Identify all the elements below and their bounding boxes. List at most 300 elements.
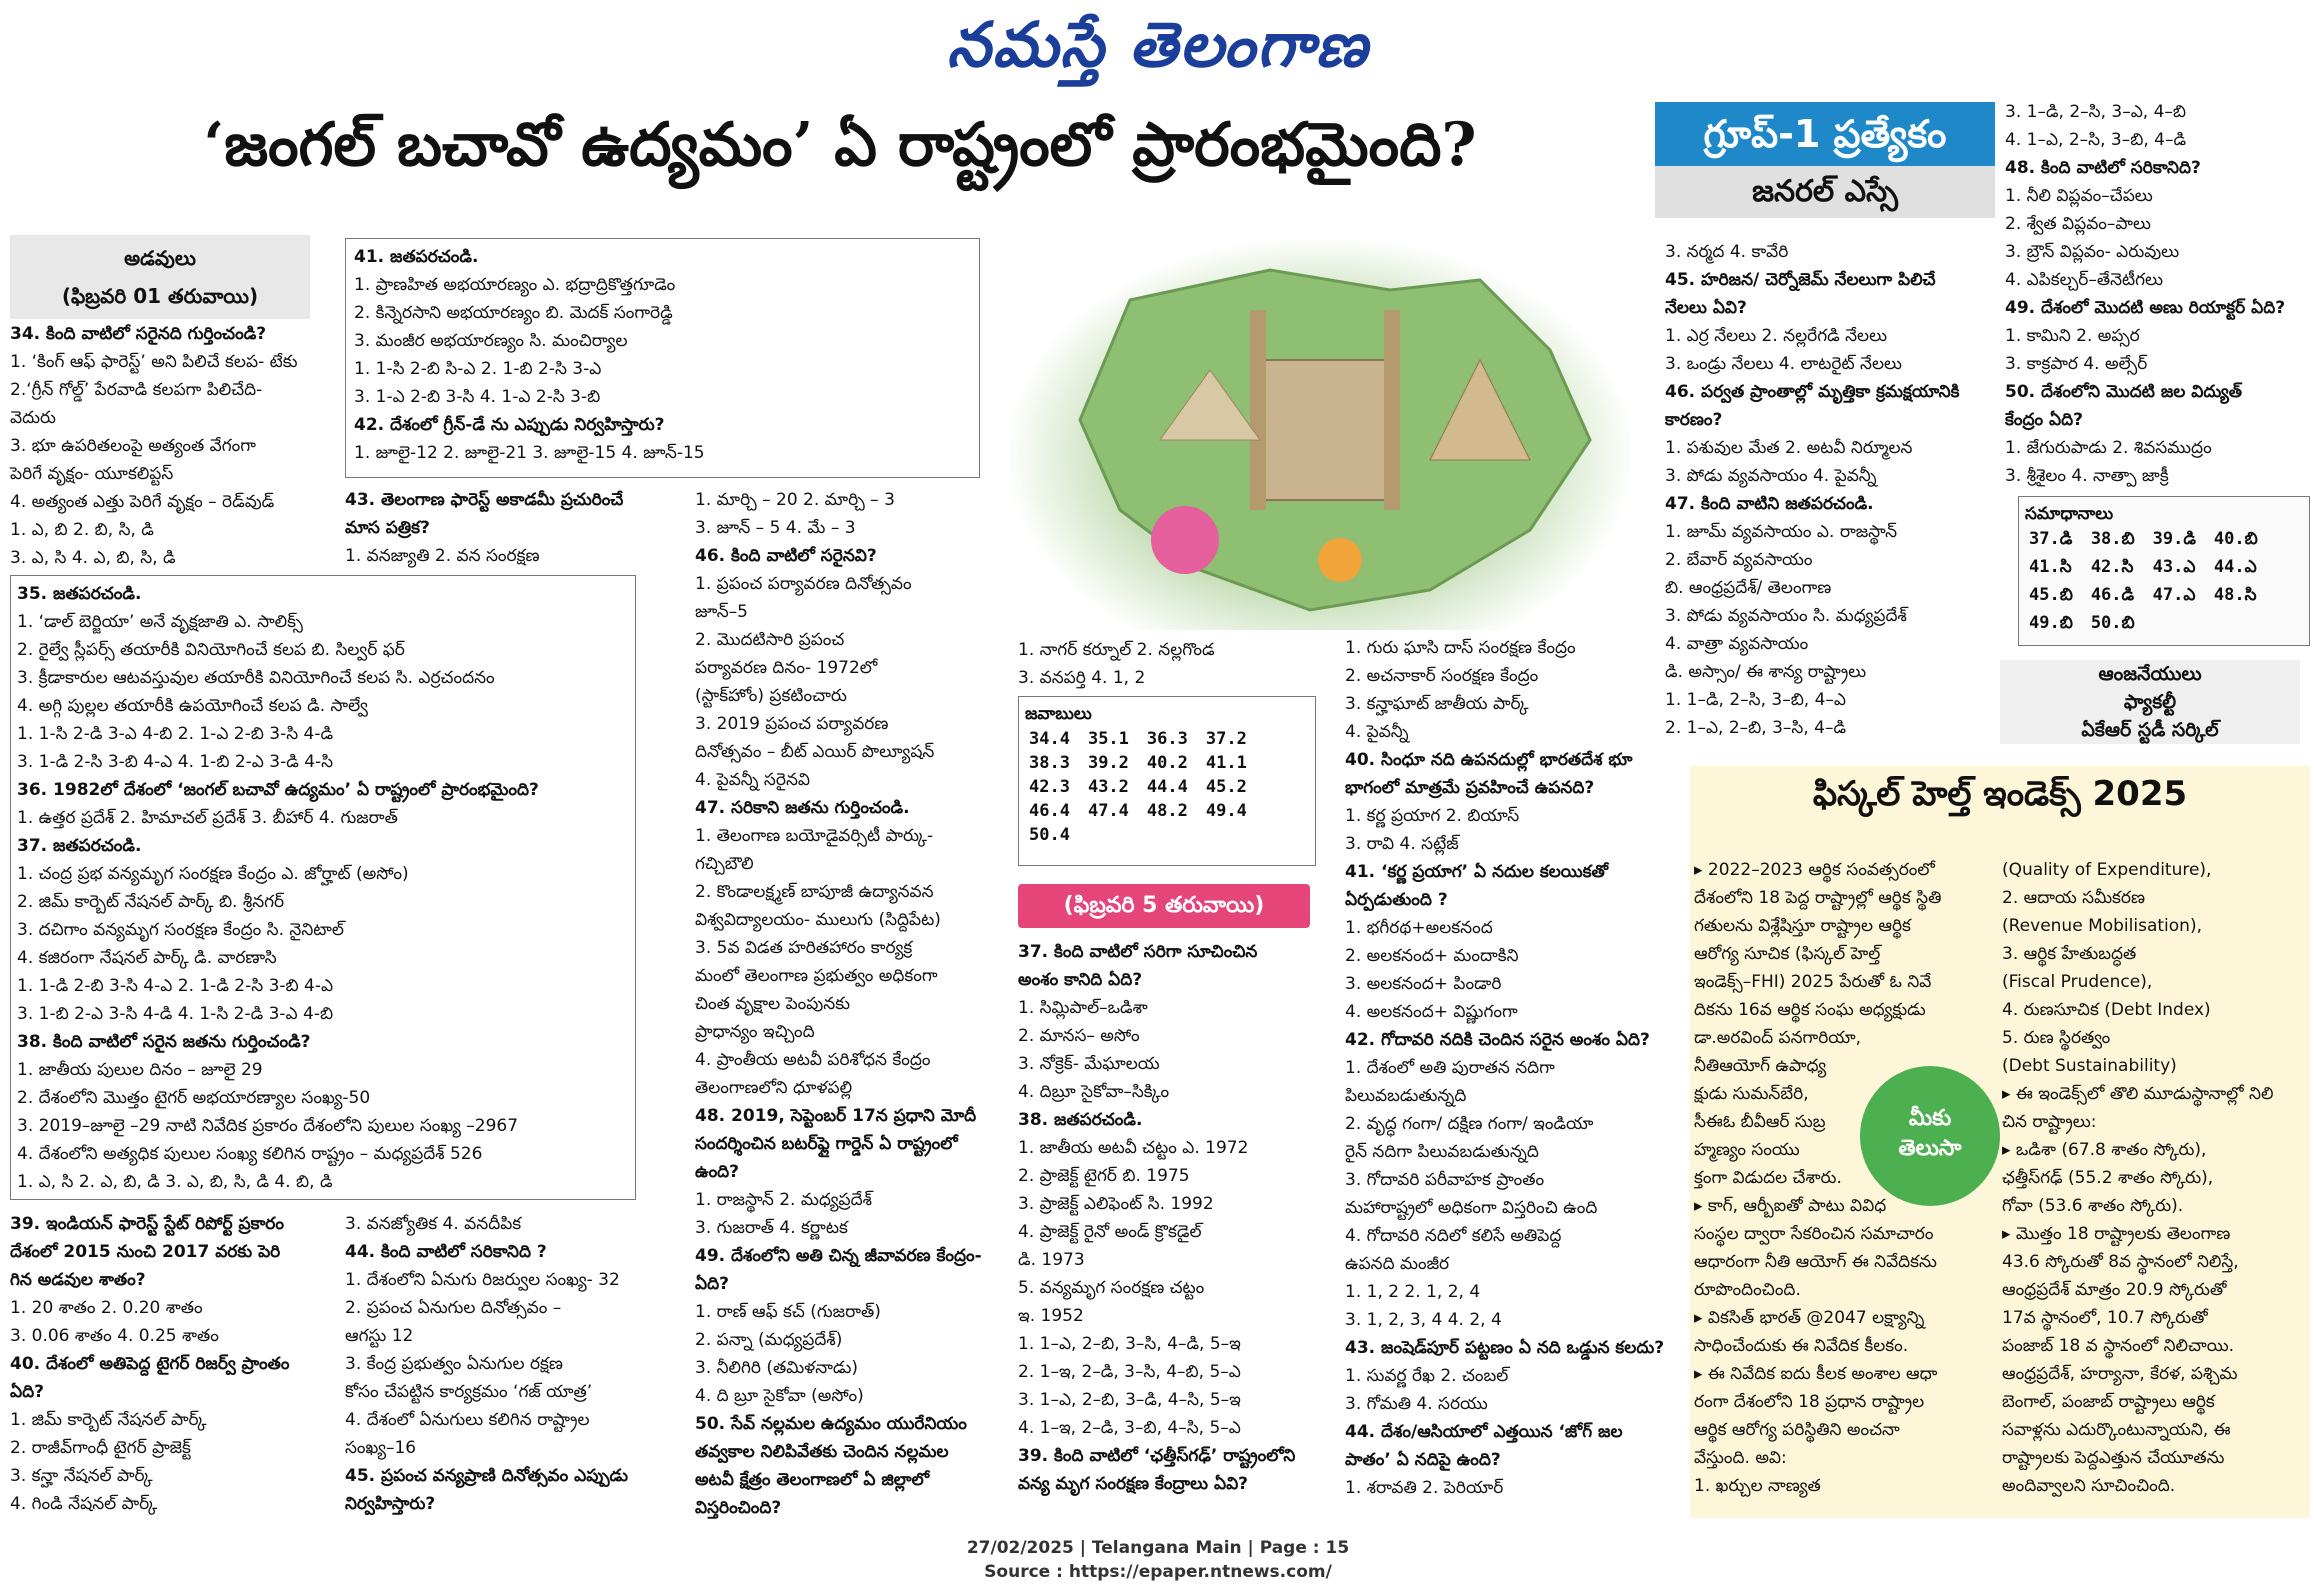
question-line: 36. 1982లో దేశంలో ‘జంగల్ బచావో ఉద్యమం’ ఏ రాష్ట్రంలో ప్రారంభమైంది? — [17, 780, 539, 800]
question-line: 49. దేశంలో మొదటి అణు రియాక్టర్ ఏది? — [2005, 298, 2286, 318]
text-line: 4. 1–ఎ, 2–సి, 3–బి, 4–డి — [2005, 130, 2187, 150]
question-line: 45. ప్రపంచ వన్యప్రాణి దినోత్సవం ఎప్పుడు — [345, 1466, 628, 1486]
author-role: ఫ్యాకల్టీ — [2123, 691, 2177, 713]
text-line: హ్మణ్యం సంయు — [1694, 1140, 1800, 1160]
solutions-table — [2025, 527, 2272, 639]
text-line: 1. జూమ్ వ్యవసాయం ఎ. రాజస్థాన్ — [1665, 522, 1898, 542]
text-line: 3. వనజ్యోతిక 4. వనదీపిక — [345, 1214, 522, 1234]
group-1-title: గ్రూప్-1 ప్రత్యేకం — [1655, 102, 1995, 166]
badge-line-1: మీకు — [1908, 1106, 1952, 1131]
question-box-41-42 — [345, 238, 980, 478]
text-line: రంగా దేశంలోని 18 ప్రధాన రాష్ట్రాల — [1694, 1392, 1925, 1412]
section-header-forests — [10, 235, 310, 319]
text-line: 1. జాతీయ అటవీ చట్టం ఎ. 1972 — [1018, 1138, 1249, 1158]
text-line: 4. పైవన్నీ సరైనవి — [695, 770, 810, 790]
question-line: కారణం? — [1665, 410, 1723, 430]
text-line: 1. 1-డి 2-బి 3-సి 4-ఎ 2. 1-డి 2-సి 3-బి 4-ఎ — [17, 976, 334, 996]
text-line: 4. కజిరంగా నేషనల్ పార్క్ డి. వారణాసి — [17, 948, 277, 968]
badge-line-2: తెలుసా — [1898, 1136, 1962, 1161]
continued-tag-feb5: (ఫిబ్రవరి 5 తరువాయి) — [1018, 884, 1310, 928]
question-line: నిర్వహిస్తారు? — [345, 1494, 436, 1514]
text-line: 1. కామిని 2. అప్సర — [2005, 326, 2140, 346]
text-line: 1. గురు ఘాసి దాస్ సంరక్షణ కేంద్రం — [1345, 638, 1576, 658]
text-line: 2. అలకనంద+ మందాకిని — [1345, 946, 1519, 966]
answer-row — [1025, 799, 1261, 823]
question-line: అంశం కానిది ఏది? — [1018, 970, 1143, 990]
text-line: అందివ్వాలని సూచించింది. — [2002, 1476, 2176, 1496]
text-line: 3. ఎ, సి 4. ఎ, బి, సి, డి — [10, 548, 176, 568]
text-line: 4. గోదావరి నదిలో కలిసే అతిపెద్ద — [1345, 1226, 1562, 1246]
text-line: గతులను విశ్లేషిస్తూ రాష్ట్రాల ఆర్థిక — [1694, 916, 1911, 936]
question-line: 40. దేశంలో అతిపెద్ద టైగర్ రిజర్వ్ ప్రాంతం — [10, 1354, 290, 1374]
text-line: డా.అరవింద్ పనగారియా, — [1694, 1028, 1862, 1048]
fiscal-right-column — [2002, 856, 2307, 1500]
text-line: వెదురు — [10, 408, 56, 428]
answer-cell: 39.2 — [1087, 753, 1129, 773]
author-credit — [2000, 660, 2300, 744]
text-line: 3. ప్రాజెక్ట్ ఎలిఫెంట్ సి. 1992 — [1018, 1194, 1214, 1214]
minaret-icon — [1384, 310, 1400, 510]
text-line: 2. ప్రపంచ ఏనుగుల దినోత్సవం – — [345, 1298, 562, 1318]
text-line: 2. ప్రాజెక్ట్ టైగర్ బి. 1975 — [1018, 1166, 1190, 1186]
text-line: దినోత్సవం – బీట్ ఎయిర్ పొల్యూషన్ — [695, 742, 935, 762]
question-line: 42. గోదావరి నదికి చెందిన సరైన అంశం ఏది? — [1345, 1030, 1650, 1050]
text-line: 3. 1–డి, 2–సి, 3–ఎ, 4–బి — [2005, 102, 2187, 122]
text-line: 2. మొదటిసారి ప్రపంచ — [695, 630, 845, 650]
text-line: 2. రైల్వే స్లీపర్స్ తయారీకి వినియోగించే కలప బి. సిల్వర్ ఫర్ — [17, 640, 405, 660]
text-line: 3. 0.06 శాతం 4. 0.25 శాతం — [10, 1326, 219, 1346]
text-line: 3. కన్హాఘాట్ జాతీయ పార్క్ — [1345, 694, 1529, 714]
text-line: చింత వృక్షాల పెంపునకు — [695, 994, 850, 1014]
text-line: 1. రాజస్థాన్ 2. మధ్యప్రదేశ్ — [695, 1190, 872, 1210]
answer-cell — [1084, 823, 1143, 847]
did-you-know-badge — [1860, 1066, 2000, 1206]
answer-cell: 35.1 — [1087, 729, 1129, 749]
text-line: 1. 1-సి 2-డి 3-ఎ 4-బి 2. 1-ఎ 2-బి 3-సి 4-డి — [17, 724, 334, 744]
question-line: 43. జంషెడ్‌పూర్ పట్టణం ఏ నది ఒడ్డున కలదు? — [1345, 1338, 1665, 1358]
column-4 — [1018, 938, 1348, 1498]
text-line: 1. శరావతి 2. పెరియార్ — [1345, 1478, 1504, 1498]
text-line: పిలువబడుతున్నది — [1345, 1086, 1467, 1106]
question-line: ఏర్పడుతుంది ? — [1345, 890, 1448, 910]
text-line: 1. ప్రాణహిత అభయారణ్యం ఎ. భద్రాద్రికొత్తగూడెం — [354, 275, 676, 295]
answer-cell: 46.4 — [1029, 801, 1070, 821]
answer-cell: 50.4 — [1029, 825, 1070, 845]
text-line: 1. ‘డాల్ బెర్జియా’ అనే వృక్షజాతి ఎ. సాలిక్స్ — [17, 612, 303, 632]
answer-cell: 39.డి — [2152, 529, 2196, 549]
text-line: 4. అత్యంత ఎత్తు పెరిగే వృక్షం – రెడ్‌వుడ్ — [10, 492, 275, 512]
text-line: జూన్–5 — [695, 602, 748, 622]
author-name: ఆంజనేయులు — [2098, 663, 2202, 685]
text-line: 2. అచనాకార్ సంరక్షణ కేంద్రం — [1345, 666, 1539, 686]
answer-cell: 34.4 — [1029, 729, 1070, 749]
group-1-special-box — [1655, 102, 1995, 218]
text-line: 2. పన్నా (మధ్యప్రదేశ్) — [695, 1330, 843, 1350]
column-4-top — [1018, 636, 1318, 692]
text-line: 3. గుజరాత్ 4. కర్ణాటక — [695, 1218, 848, 1238]
answer-row — [1025, 775, 1261, 799]
text-line: 2. ఆదాయ సమీకరణ — [2002, 888, 2146, 908]
text-line: రాష్ట్రాలకు పెద్దఎత్తున చేయూతను — [2002, 1448, 2225, 1468]
answer-row — [2025, 555, 2272, 583]
answer-cell: 48.2 — [1146, 801, 1188, 821]
footer-source: Source : https://epaper.ntnews.com/ — [984, 1562, 1332, 1582]
question-line: 40. సింధూ నది ఉపనదుల్లో భారతదేశ భూ — [1345, 750, 1633, 770]
text-line: ఇండెక్స్–FHI) 2025 పేరుతో ఓ నివే — [1694, 972, 1932, 992]
text-line: 3. నోక్రెక్- మేఘాలయ — [1018, 1054, 1160, 1074]
text-line: 1. దేశంలోని ఏనుగు రిజర్వుల సంఖ్య- 32 — [345, 1270, 620, 1290]
text-line: 1. సువర్ణ రేఖ 2. చంబల్ — [1345, 1366, 1509, 1386]
text-line: 1. 1, 2 2. 1, 2, 4 — [1345, 1282, 1481, 1302]
text-line: 3. ఒండ్రు నేలలు 4. లాటరైట్ నేలలు — [1665, 354, 1902, 374]
question-line: 38. కింది వాటిలో సరైన జతను గుర్తించండి? — [17, 1032, 311, 1052]
bathukamma-icon — [1151, 506, 1219, 574]
text-line: 1. ప్రపంచ పర్యావరణ దినోత్సవం — [695, 574, 912, 594]
text-line: తెలంగాణలోని ధూళపల్లి — [695, 1078, 853, 1098]
text-line: గోవా (53.6 శాతం స్కోరు). — [2002, 1196, 2184, 1216]
question-line: 42. దేశంలో గ్రీన్-డే ను ఎప్పుడు నిర్వహిస్తారు? — [354, 415, 665, 435]
text-line: 1. పశువుల మేత 2. అటవీ నిర్మూలన — [1665, 438, 1913, 458]
question-line: మాస పత్రిక? — [345, 518, 430, 538]
map-illustration — [1010, 240, 1630, 630]
text-line: 1. ‘కింగ్ ఆఫ్ ఫారెస్ట్’ అని పిలిచే కలప- టేకు — [10, 352, 298, 372]
text-line: 4. వాత్రా వ్యవసాయం — [1665, 634, 1809, 654]
answer-row — [2025, 527, 2272, 555]
text-line: 3. భూ ఉపరితలంపై అత్యంత వేగంగా — [10, 436, 256, 456]
charminar-icon — [1260, 360, 1390, 500]
question-line: 46. పర్వత ప్రాంతాల్లో మృత్తికా క్రమక్షయానికి — [1665, 382, 1960, 402]
text-line: 17వ స్థానంలో, 10.7 స్కోరుతో — [2002, 1308, 2208, 1328]
text-line: ఆరోగ్య సూచిక (ఫిస్కల్ హెల్త్ — [1694, 944, 1881, 964]
text-line: 1. 1-సి 2-బి సి-ఎ 2. 1-బి 2-సి 3-ఎ — [354, 359, 602, 379]
answers-box — [1018, 696, 1316, 866]
answer-cell: 42.సి — [2090, 557, 2134, 577]
column-7 — [2005, 98, 2305, 490]
text-line: 3. కాక్రపార 4. అల్సేర్ — [2005, 354, 2148, 374]
text-line: 4. దిబ్రూ సైకోవా–సిక్కిం — [1018, 1082, 1170, 1102]
text-line: పర్యావరణ దినం- 1972లో — [695, 658, 878, 678]
answer-cell — [2149, 611, 2210, 639]
text-line: 4. గిండి నేషనల్ పార్క్ — [10, 1494, 158, 1514]
text-line: కోసం చేపట్టిన కార్యక్రమం ‘గజ్ యాత్ర’ — [345, 1382, 593, 1402]
text-line: 3. 5వ విడత హరితహారం కార్యక్ర — [695, 938, 913, 958]
text-line: 3. 1-డి 2-సి 3-బి 4-ఎ 4. 1-బి 2-ఎ 3-డి 4-సి — [17, 752, 334, 772]
answer-cell: 45.బి — [2029, 585, 2073, 605]
headline: ‘జంగల్ బచావో ఉద్యమం’ ఏ రాష్ట్రంలో ప్రారంభమైంది? — [203, 110, 1477, 180]
answer-cell — [1143, 823, 1202, 847]
text-line: 3. శ్రీశైలం 4. నాత్పా జాక్రీ — [2005, 466, 2169, 486]
text-line: 1. జేగురుపాడు 2. శివసముద్రం — [2005, 438, 2212, 458]
text-line: 2. జిమ్ కార్బెట్ నేషనల్ పార్క్ బి. శ్రీనగర్ — [17, 892, 285, 912]
question-line: ఏది? — [10, 1382, 44, 1402]
text-line: 3. నీలిగిరి (తమిళనాడు) — [695, 1358, 858, 1378]
text-line: 4. పైవన్నీ — [1345, 722, 1409, 742]
answer-cell: 46.డి — [2090, 585, 2135, 605]
text-line: 3. క్రీడాకారుల ఆటవస్తువుల తయారీకి వినియోగించే కలప సి. ఎర్రచందనం — [17, 668, 495, 688]
answer-row — [1025, 727, 1261, 751]
answer-cell: 42.3 — [1029, 777, 1070, 797]
text-line: ▸ వికసిత్ భారత్ @2047 లక్ష్యాన్ని — [1694, 1308, 1925, 1328]
text-line: విశ్వవిద్యాలయం- ములుగు (సిద్దిపేట) — [695, 910, 941, 930]
text-line: దికను 16వ ఆర్థిక సంఘ అధ్యక్షుడు — [1694, 1000, 1926, 1020]
text-line: డి. అస్సాం/ ఈ శాన్య రాష్ట్రాలు — [1665, 662, 1867, 682]
text-line: 1. నాగర్ కర్నూల్ 2. నల్లగొండ — [1018, 640, 1215, 660]
text-line: సంస్థల ద్వారా సేకరించిన సమాచారం — [1694, 1224, 1934, 1244]
text-line: 1. వనజ్యాతి 2. వన సంరక్షణ — [345, 546, 540, 566]
text-line: వేస్తుంది. అవి: — [1694, 1448, 1787, 1468]
text-line: 4. దేశంలో ఏనుగులు కలిగిన రాష్ట్రాల — [345, 1410, 590, 1430]
question-box-35-38 — [10, 575, 636, 1200]
text-line: 4. దేశంలోని అత్యధిక పులుల సంఖ్య కలిగిన రాష్ట్రం – మధ్యప్రదేశ్ 526 — [17, 1144, 483, 1164]
text-line: 1. ఎర్ర నేలలు 2. నల్లరేగడి నేలలు — [1665, 326, 1888, 346]
text-line: 1. మార్చి – 20 2. మార్చి – 3 — [695, 490, 895, 510]
text-line: 3. 2019–జూలై –29 నాటి నివేదిక ప్రకారం దేశంలోని పులుల సంఖ్య –2967 — [17, 1116, 519, 1136]
text-line: ఆర్థిక ఆరోగ్య పరిస్థితిని అంచనా — [1694, 1420, 1900, 1440]
text-line: 2. వృద్ధ గంగా/ దక్షిణ గంగా/ ఇండియా — [1345, 1114, 1594, 1134]
question-line: వన్య మృగ సంరక్షణ కేంద్రాలు ఏవి? — [1018, 1474, 1249, 1494]
text-line: 4. అలకనంద+ విష్ణుగంగా — [1345, 1002, 1518, 1022]
answer-row — [1025, 823, 1261, 847]
masthead: నమస్తే తెలంగాణ — [946, 8, 1370, 81]
text-line: 2. శ్వేత విప్లవం–పాలు — [2005, 214, 2151, 234]
text-line: రూపొందించింది. — [1694, 1280, 1801, 1300]
text-line: ▸ కాగ్, ఆర్బీఐతో పాటు వివిధ — [1694, 1196, 1887, 1216]
question-line: దేశంలో 2015 నుంచి 2017 వరకు పెరి — [10, 1242, 281, 1262]
answer-cell: 40.2 — [1146, 753, 1188, 773]
text-line: 2. మానస– అసోం — [1018, 1026, 1140, 1046]
column-1-bottom — [10, 1210, 340, 1518]
text-line: బెంగాల్, పంజాబ్ రాష్ట్రాలు ఆర్థిక — [2002, 1392, 2215, 1412]
question-line: 47. కింది వాటిని జతపరచండి. — [1665, 494, 1874, 514]
author-org: ఏకేఆర్ స్టడీ సర్కిల్ — [2081, 719, 2219, 741]
text-line: 2. దేశంలోని మొత్తం టైగర్ అభయారణ్యాల సంఖ్య-50 — [17, 1088, 371, 1108]
question-line: 39. కింది వాటిలో ‘ఛత్తీస్‌గఢ్’ రాష్ట్రంలోని — [1018, 1446, 1296, 1466]
column-2 — [345, 486, 685, 570]
text-line: 3. కేంద్ర ప్రభుత్వం ఏనుగుల రక్షణ — [345, 1354, 563, 1374]
text-line: (Revenue Mobilisation), — [2002, 916, 2202, 936]
text-line: ఆధారంగా నీతి ఆయోగ్ ఈ నివేదికను — [1694, 1252, 1937, 1272]
text-line: 4. రుణసూచిక (Debt Index) — [2002, 1000, 2211, 1020]
text-line: క్తంగా విడుదల చేశారు. — [1694, 1168, 1842, 1188]
question-line: కేంద్రం ఏది? — [2005, 410, 2083, 430]
question-line: 50. సేవ్ నల్లమల ఉద్యమం యురేనియం — [695, 1414, 967, 1434]
text-line: 4. 1–ఇ, 2–డి, 3–బి, 4–సి, 5–ఎ — [1018, 1418, 1241, 1438]
text-line: సవాళ్లను ఎదుర్కొంటున్నాయని, ఈ — [2002, 1420, 2231, 1440]
text-line: 3. వనపర్తి 4. 1, 2 — [1018, 668, 1146, 688]
text-line: 1. జూలై-12 2. జూలై-21 3. జూలై-15 4. జూన్-15 — [354, 443, 705, 463]
solutions-title: సమాధానాలు — [2025, 504, 2114, 524]
footer-date: 27/02/2025 | Telangana Main | Page : 15 — [966, 1538, 1350, 1558]
answer-cell: 37.డి — [2029, 529, 2073, 549]
text-line: 1. రాణ్ ఆఫ్ కచ్ (గుజరాత్) — [695, 1302, 881, 1322]
text-line: 1. ఉత్తర ప్రదేశ్ 2. హిమాచల్ ప్రదేశ్ 3. బీహార్ 4. గుజరాత్ — [17, 808, 398, 828]
column-5 — [1345, 634, 1675, 1502]
text-line: 2. బేవార్ వ్యవసాయం — [1665, 550, 1813, 570]
question-line: భాగంలో మాత్రమే ప్రవహించే ఉపనది? — [1345, 778, 1595, 798]
text-line: (Debt Sustainability) — [2002, 1056, 2177, 1076]
question-line: 49. దేశంలోని అతి చిన్న జీవావరణ కేంద్రం- — [695, 1246, 982, 1266]
text-line: 3. 1-బి 2-ఎ 3-సి 4-డి 4. 1-సి 2-డి 3-ఎ 4-బి — [17, 1004, 334, 1024]
answers-title: జవాబులు — [1025, 704, 1092, 724]
answer-cell: 47.ఎ — [2152, 585, 2196, 605]
answer-row — [2025, 611, 2272, 639]
text-line: 43.6 స్కోరుతో 8వ స్థానంలో నిలిస్తే, — [2002, 1252, 2239, 1272]
question-line: ఉంది? — [695, 1162, 740, 1182]
text-line: ఆగస్టు 12 — [345, 1326, 414, 1346]
answer-cell: 44.4 — [1146, 777, 1188, 797]
text-line: 4. ప్రాంతీయ అటవీ పరిశోధన కేంద్రం — [695, 1050, 931, 1070]
text-line: ఉపనది మంజీర — [1345, 1254, 1450, 1274]
question-line: ఏది? — [695, 1274, 729, 1294]
text-line: 3. 1–ఎ, 2–బి, 3–డి, 4–సి, 5–ఇ — [1018, 1390, 1241, 1410]
text-line: 4. ది బ్రూ సైకోవా (అసోం) — [695, 1386, 864, 1406]
text-line: 3. 1, 2, 3, 4 4. 2, 4 — [1345, 1310, 1502, 1330]
answer-cell: 41.సి — [2029, 557, 2072, 577]
text-line: 5. రుణ స్థిరత్వం — [2002, 1028, 2111, 1048]
text-line: 3. ఆర్థిక హేతుబద్ధత — [2002, 944, 2137, 964]
answer-cell: 41.1 — [1205, 753, 1247, 773]
answer-cell: 50.బి — [2090, 613, 2135, 633]
question-line: సందర్శించిన బటర్‌ఫ్లై గార్డెన్ ఏ రాష్ట్రంలో — [695, 1134, 958, 1154]
text-line: 2. కొండాలక్ష్మణ్ బాపూజీ ఉద్యానవన — [695, 882, 934, 902]
text-line: ప్రాధాన్యం ఇచ్చింది — [695, 1022, 815, 1042]
question-line: విస్తరించింది? — [695, 1498, 782, 1518]
text-line: ఆంధ్రప్రదేశ్, హర్యానా, కేరళ, పశ్చిమ — [2002, 1364, 2238, 1384]
text-line: మహారాష్ట్రలో అధికంగా విస్తరించి ఉంది — [1345, 1198, 1598, 1218]
text-line: 1. భగీరథ+అలకనంద — [1345, 918, 1493, 938]
text-line: డి. 1973 — [1018, 1250, 1085, 1270]
text-line: 4. అగ్గి పుల్లల తయారీకి ఉపయోగించే కలప డి. సాల్వే — [17, 696, 368, 716]
column-2-bottom — [345, 1210, 685, 1518]
text-line: 1. నీలి విప్లవం–చేపలు — [2005, 186, 2153, 206]
text-line: 3. 2019 ప్రపంచ పర్యావరణ — [695, 714, 889, 734]
question-line: 41. జతపరచండి. — [354, 247, 479, 267]
text-line: 3. గోమతి 4. సరయు — [1345, 1394, 1488, 1414]
group-1-subtitle: జనరల్ ఎస్సే — [1655, 166, 1995, 218]
text-line: 3. 1-ఎ 2-బి 3-సి 4. 1-ఎ 2-సి 3-బి — [354, 387, 601, 407]
text-line: ▸ ఒడిశా (67.8 శాతం స్కోరు), — [2002, 1140, 2207, 1160]
text-line: 1. చంద్ర ప్రభ వన్యమృగ సంరక్షణ కేంద్రం ఎ. జోర్హాట్ (అసోం) — [17, 864, 409, 884]
page-footer — [0, 1536, 2316, 1584]
answer-cell: 44.ఎ — [2213, 557, 2257, 577]
text-line: పెరిగే వృక్షం- యూకలిప్టస్ — [10, 464, 174, 484]
text-line: ఛత్తీస్‌గఢ్ (55.2 శాతం స్కోరు), — [2002, 1168, 2214, 1188]
text-line: 3. అలకనంద+ పిండారి — [1345, 974, 1502, 994]
text-line: 1. ఎ, బి 2. బి, సి, డి — [10, 520, 154, 540]
question-line: 47. సరికాని జతను గుర్తించండి. — [695, 798, 910, 818]
text-line: ▸ ఈ ఇండెక్స్‌లో తొలి మూడుస్థానాల్లో నిలి — [2002, 1084, 2274, 1104]
text-line: రైన్ నదిగా పిలువబడుతున్నది — [1345, 1142, 1539, 1162]
answer-cell: 37.2 — [1205, 729, 1247, 749]
text-line: 1. సిమ్లిపాల్–ఒడిశా — [1018, 998, 1148, 1018]
text-line: ▸ 2022–2023 ఆర్థిక సంవత్సరంలో — [1694, 860, 1935, 880]
text-line: 3. పోడు వ్యవసాయం సి. మధ్యప్రదేశ్ — [1665, 606, 1907, 626]
text-line: గచ్చిబౌలి — [695, 854, 754, 874]
text-line: 2. రాజీవ్‌గాంధీ టైగర్ ప్రాజెక్ట్ — [10, 1438, 191, 1458]
text-line: దేశంలోని 18 పెద్ద రాష్ట్రాల్లో ఆర్థిక స్థితి — [1694, 888, 1942, 908]
text-line: 1. ఖర్చుల నాణ్యత — [1694, 1476, 1821, 1496]
question-line: 48. 2019, సెప్టెంబర్ 17న ప్రధాని మోదీ — [695, 1106, 977, 1126]
text-line: సంఖ్య–16 — [345, 1438, 417, 1458]
answer-cell: 36.3 — [1146, 729, 1188, 749]
column-3 — [695, 486, 995, 1522]
text-line: 3. మంజీర అభయారణ్యం సి. మంచిర్యాల — [354, 331, 628, 351]
question-line: 39. ఇండియన్ ఫారెస్ట్ స్టేట్ రిపోర్ట్ ప్రకారం — [10, 1214, 285, 1234]
minaret-icon — [1250, 310, 1266, 510]
text-line: 1. జిమ్ కార్బెట్ నేషనల్ పార్క్ — [10, 1410, 207, 1430]
text-line: ఇ. 1952 — [1018, 1306, 1084, 1326]
answer-cell — [1202, 823, 1261, 847]
fiscal-health-index-box — [1690, 766, 2310, 1518]
text-line: నీతిఆయోగ్ ఉపాధ్య — [1694, 1056, 1827, 1076]
festival-icon — [1318, 538, 1362, 582]
text-line: 2. 1–ఇ, 2–డి, 3–సి, 4–బి, 5–ఎ — [1018, 1362, 1241, 1382]
text-line: 3. జూన్ – 5 4. మే – 3 — [695, 518, 856, 538]
answer-cell: 47.4 — [1087, 801, 1129, 821]
text-line: 2. కిన్నెరసాని అభయారణ్యం బి. మెదక్ సంగారెడ్డి — [354, 303, 673, 323]
column-6 — [1665, 238, 1995, 742]
text-line: చిన రాష్ట్రాలు: — [2002, 1112, 2097, 1132]
question-line: నేలలు ఏవి? — [1665, 298, 1747, 318]
answer-cell: 38.3 — [1029, 753, 1070, 773]
text-line: 2.‘గ్రీన్ గోల్డ్’ పేరవాడి కలపగా పిలిచేది- — [10, 380, 263, 400]
text-line: (Quality of Expenditure), — [2002, 860, 2212, 880]
question-line: పాతం’ ఏ నదిపై ఉంది? — [1345, 1450, 1501, 1470]
solutions-box — [2018, 496, 2310, 646]
question-line: 50. దేశంలోని మొదటి జల విద్యుత్ — [2005, 382, 2243, 402]
answers-table — [1025, 727, 1261, 847]
text-line: 1. జాతీయ పులుల దినం – జూలై 29 — [17, 1060, 263, 1080]
answer-cell: 43.2 — [1087, 777, 1129, 797]
question-line: 44. దేశం/ఆసియాలో ఎత్తయిన ‘జోగ్ జల — [1345, 1422, 1623, 1442]
answer-cell: 49.బి — [2029, 613, 2073, 633]
question-line: తవ్వకాల నిలిపివేతకు చెందిన నల్లమల — [695, 1442, 949, 1462]
text-line: 1. దేశంలో అతి పురాతన నదిగా — [1345, 1058, 1555, 1078]
text-line: 3. నర్మద 4. కావేరి — [1665, 242, 1789, 262]
question-line: 37. కింది వాటిలో సరిగా సూచించిన — [1018, 942, 1258, 962]
telangana-monuments-collage — [1010, 240, 1630, 630]
text-line: 4. ఎపికల్చర్–తేనెటీగలు — [2005, 270, 2163, 290]
text-line: 3. బ్రౌన్ విప్లవం- ఎరువులు — [2005, 242, 2180, 262]
text-line: 3. రావి 4. సట్లేజ్ — [1345, 834, 1459, 854]
question-line: 46. కింది వాటిలో సరైనవి? — [695, 546, 877, 566]
answer-cell — [2210, 611, 2272, 639]
answer-row — [1025, 751, 1261, 775]
text-line: (స్టాక్‌హోం) ప్రకటించారు — [695, 686, 847, 706]
answer-cell: 38.బి — [2090, 529, 2135, 549]
answer-cell: 48.సి — [2213, 585, 2257, 605]
text-line: 1. కర్ణ ప్రయాగ 2. బియాస్ — [1345, 806, 1520, 826]
text-line: ఆంధ్రప్రదేశ్ మాత్రం 20.9 స్కోరుతో — [2002, 1280, 2227, 1300]
text-line: 1. తెలంగాణ బయోడైవర్సిటీ పార్కు- — [695, 826, 934, 846]
question-line: 45. హరిజన/ చెర్నోజెమ్ నేలలుగా పిలిచే — [1665, 270, 1936, 290]
text-line: సీఈఓ బీవీఆర్ సుబ్ర — [1694, 1112, 1826, 1132]
question-line: 41. ‘కర్ణ ప్రయాగ’ ఏ నదుల కలయికతో — [1345, 862, 1609, 882]
section-subtitle: (ఫిబ్రవరి 01 తరువాయి) — [61, 284, 259, 308]
question-line: 43. తెలంగాణ ఫారెస్ట్ అకాడమీ ప్రచురించే — [345, 490, 624, 510]
question-line: 34. కింది వాటిలో సరైనది గుర్తించండి? — [10, 324, 267, 344]
answer-cell: 45.2 — [1205, 777, 1247, 797]
answer-cell: 43.ఎ — [2152, 557, 2196, 577]
text-line: 1. 1–ఎ, 2–బి, 3–సి, 4–డి, 5–ఇ — [1018, 1334, 1241, 1354]
text-line: ▸ ఈ నివేదిక ఐదు కీలక అంశాల ఆధా — [1694, 1364, 1938, 1384]
question-line: 38. జతపరచండి. — [1018, 1110, 1143, 1130]
text-line: మంలో తెలంగాణ ప్రభుత్వం అధికంగా — [695, 966, 938, 986]
question-line: 37. జతపరచండి. — [17, 836, 142, 856]
answer-cell: 40.బి — [2213, 529, 2258, 549]
text-line: 2. 1–ఎ, 2–బి, 3–సి, 4–డి — [1665, 718, 1847, 738]
question-line: 48. కింది వాటిలో సరికానిది? — [2005, 158, 2201, 178]
